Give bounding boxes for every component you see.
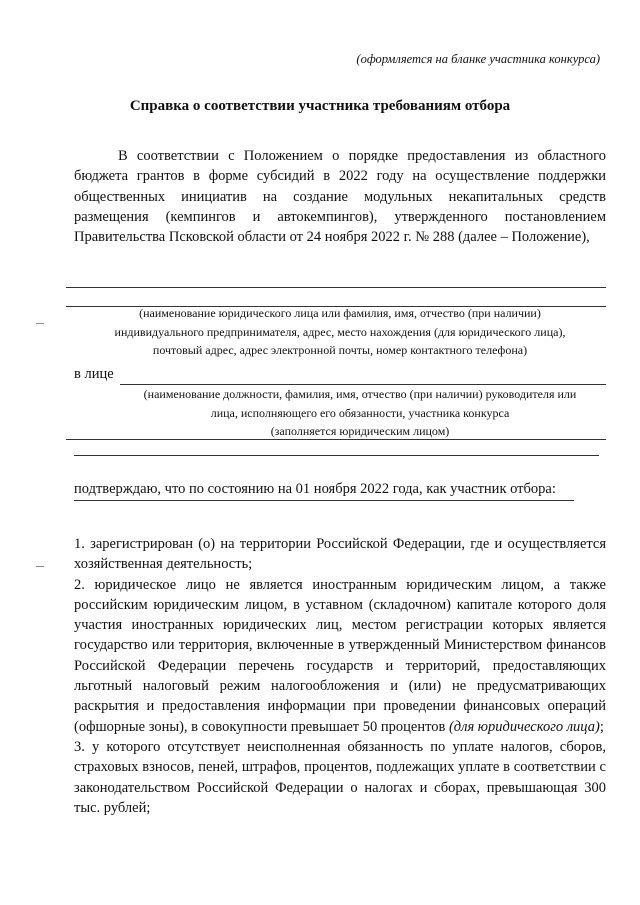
representative-caption-line-2: лица, исполняющего его обязанности, участника конкурса	[210, 405, 510, 420]
intro-paragraph: В соответствии с Положением о порядке предоставления из областного бюджета грантов в форме субсидий в 2022 году на осуществление поддержки общественных инициатив на создание модульных некапитальных средств размещения (кемпингов и автокемпингов), утвержденного постановлением Правительства Псковской области от 24 ноября 2022 г. № 288 (далее – Положение),	[74, 148, 606, 246]
form-note: (оформляется на бланке участника конкурса)	[356, 52, 600, 66]
list-item-end: ;	[599, 718, 604, 735]
list-item-text: 2. юридическое лицо не является иностранным юридическим лицом, а также российским юридическим лицом, в уставном (складочном) капитале которого доля участия иностранных юридических лиц, местом регистрации которых является государство или территория, включенные в утвержденный Министерством финансов Российской Федерации перечень государств и территорий, предоставляющих льготный налоговый режим налогообложения и (или) не предусматривающих раскрытия и предоставления информации при проведении финансовых операций (офшорные зоны), в совокупности превышает 50 процентов	[74, 576, 606, 735]
applicant-caption	[70, 304, 610, 360]
document-title: Справка о соответствии участника требованиям отбора	[129, 98, 511, 114]
requirements-list	[74, 534, 606, 818]
list-item	[74, 575, 606, 737]
list-item: 1. зарегистрирован (о) на территории Российской Федерации, где и осуществляется хозяйственная деятельность;	[74, 536, 606, 573]
representative-caption-line-3: (заполняется юридическим лицом)	[270, 424, 450, 438]
fill-line-4	[66, 439, 606, 440]
list-item: 3. у которого отсутствует неисполненная обязанность по уплате налогов, сборов, страховых взносов, пеней, штрафов, процентов, подлежащих уплате в соответствии с законодательством Российской Федерации о налогах и сборах, превышающая 300 тыс. рублей;	[74, 738, 606, 816]
fill-line-5	[74, 455, 599, 456]
applicant-caption-line-2: индивидуального предпринимателя, адрес, место нахождения (для юридического лица),	[114, 324, 566, 339]
applicant-caption-line-3: почтовый адрес, адрес электронной почты, номер контактного телефона)	[152, 343, 528, 357]
confirm-statement: подтверждаю, что по состоянию на 01 ноября 2022 года, как участник отбора:	[74, 481, 556, 497]
confirm-underline	[74, 500, 574, 501]
margin-mark	[36, 566, 44, 567]
in-person-label: в лице	[74, 366, 114, 382]
fill-line-1	[66, 287, 606, 288]
representative-caption-line-1: (наименование должности, фамилия, имя, отчество (при наличии) руководителя или	[143, 387, 577, 401]
representative-caption	[110, 385, 610, 441]
margin-mark	[36, 323, 44, 324]
applicant-caption-line-1: (наименование юридического лица или фамилия, имя, отчество (при наличии)	[139, 306, 541, 320]
list-item-italic-note: (для юридического лица)	[448, 718, 600, 735]
